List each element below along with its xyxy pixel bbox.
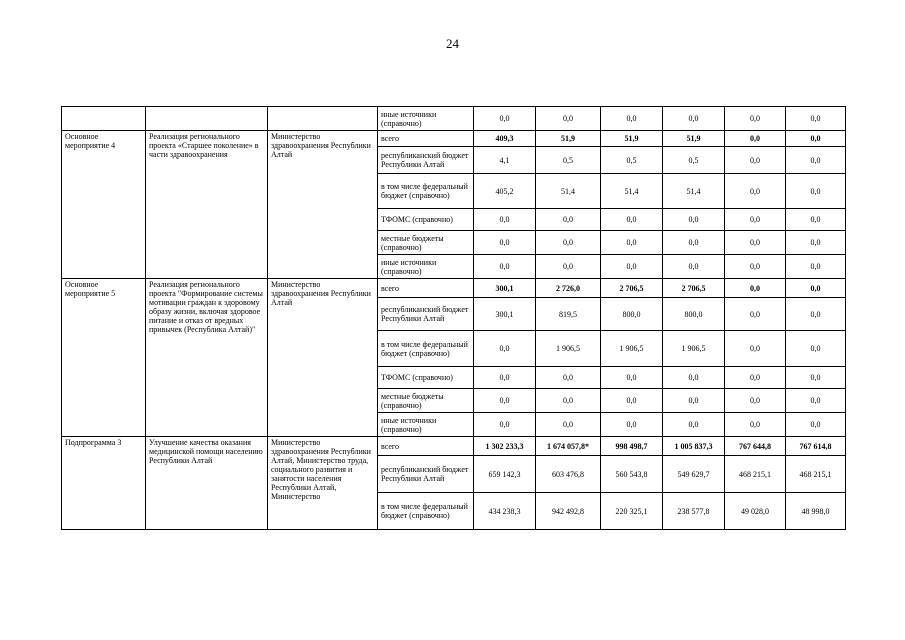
value-cell: 0,0 (786, 298, 846, 331)
value-cell: 0,0 (536, 367, 601, 389)
value-cell: 0,0 (786, 209, 846, 231)
value-cell: 0,0 (725, 231, 786, 255)
value-cell: 800,0 (601, 298, 663, 331)
value-cell: 0,0 (725, 107, 786, 131)
value-cell: 0,0 (536, 107, 601, 131)
value-cell: 0,0 (536, 255, 601, 279)
value-cell: 0,0 (474, 107, 536, 131)
value-cell: 405,2 (474, 174, 536, 209)
value-cell: 560 543,8 (601, 456, 663, 493)
row-name-cell: Реализация регионального проекта "Формирование системы мотивации граждан к здоровому образу жизни, включая здоровое питание и отказ от вредных привычек (Республика Алтай)" (146, 279, 268, 437)
value-cell: 0,0 (725, 209, 786, 231)
value-cell: 0,0 (663, 231, 725, 255)
page-number: 24 (446, 36, 459, 51)
value-cell: 2 706,5 (601, 279, 663, 298)
value-cell: 0,0 (786, 331, 846, 367)
value-cell: 0,0 (725, 298, 786, 331)
value-cell: 0,0 (601, 367, 663, 389)
table-row (62, 107, 846, 131)
value-cell: 0,0 (474, 209, 536, 231)
value-cell: 0,0 (786, 231, 846, 255)
value-cell: 51,4 (663, 174, 725, 209)
funding-source-cell: в том числе федеральный бюджет (справочно) (378, 493, 474, 530)
value-cell: 0,0 (725, 389, 786, 413)
value-cell: 0,0 (725, 279, 786, 298)
funding-source-cell: в том числе федеральный бюджет (справочно) (378, 331, 474, 367)
value-cell: 0,0 (601, 231, 663, 255)
value-cell: 0,0 (474, 389, 536, 413)
value-cell: 0,0 (725, 413, 786, 437)
value-cell: 0,0 (601, 209, 663, 231)
value-cell: 0,0 (725, 174, 786, 209)
funding-source-cell: всего (378, 437, 474, 456)
funding-source-cell: всего (378, 131, 474, 147)
funding-source-cell: иные источники (справочно) (378, 413, 474, 437)
value-cell: 0,5 (663, 147, 725, 174)
value-cell: 819,5 (536, 298, 601, 331)
value-cell: 549 629,7 (663, 456, 725, 493)
value-cell: 300,1 (474, 279, 536, 298)
value-cell: 409,3 (474, 131, 536, 147)
value-cell: 51,9 (536, 131, 601, 147)
row-name-cell: Реализация регионального проекта «Старшее поколение» в части здравоохранения (146, 131, 268, 279)
value-cell: 51,4 (601, 174, 663, 209)
value-cell: 0,0 (474, 331, 536, 367)
value-cell: 0,0 (786, 131, 846, 147)
value-cell: 0,0 (536, 413, 601, 437)
funding-source-cell: в том числе федеральный бюджет (справочно) (378, 174, 474, 209)
value-cell: 0,0 (536, 389, 601, 413)
value-cell: 1 005 837,3 (663, 437, 725, 456)
value-cell: 0,0 (601, 413, 663, 437)
budget-table (61, 106, 846, 530)
value-cell: 0,0 (786, 107, 846, 131)
value-cell: 0,0 (786, 147, 846, 174)
value-cell: 0,5 (601, 147, 663, 174)
value-cell: 0,0 (474, 231, 536, 255)
value-cell: 0,0 (663, 413, 725, 437)
value-cell: 0,0 (786, 255, 846, 279)
value-cell: 51,9 (663, 131, 725, 147)
value-cell: 0,0 (786, 389, 846, 413)
value-cell: 0,0 (663, 107, 725, 131)
funding-source-cell: ТФОМС (справочно) (378, 209, 474, 231)
value-cell: 0,0 (725, 147, 786, 174)
value-cell: 0,0 (601, 255, 663, 279)
funding-source-cell: ТФОМС (справочно) (378, 367, 474, 389)
value-cell: 0,5 (536, 147, 601, 174)
funding-source-cell: республиканский бюджет Республики Алтай (378, 147, 474, 174)
value-cell: 0,0 (663, 367, 725, 389)
value-cell: 0,0 (786, 279, 846, 298)
value-cell: 800,0 (663, 298, 725, 331)
value-cell: 0,0 (725, 367, 786, 389)
row-executor-cell: Министерство здравоохранения Республики Алтай (268, 131, 378, 279)
value-cell: 51,4 (536, 174, 601, 209)
funding-source-cell: иные источники (справочно) (378, 255, 474, 279)
value-cell: 0,0 (786, 367, 846, 389)
table-row (62, 279, 846, 298)
value-cell: 0,0 (474, 413, 536, 437)
value-cell: 659 142,3 (474, 456, 536, 493)
row-code-cell: Основное мероприятие 5 (62, 279, 146, 437)
value-cell: 2 726,0 (536, 279, 601, 298)
value-cell: 0,0 (725, 131, 786, 147)
value-cell: 0,0 (663, 255, 725, 279)
funding-source-cell: республиканский бюджет Республики Алтай (378, 456, 474, 493)
value-cell: 0,0 (474, 367, 536, 389)
funding-source-cell: местные бюджеты (справочно) (378, 231, 474, 255)
value-cell: 49 028,0 (725, 493, 786, 530)
value-cell: 0,0 (536, 231, 601, 255)
row-name-cell (146, 107, 268, 131)
value-cell: 0,0 (536, 209, 601, 231)
table-row (62, 131, 846, 147)
value-cell: 0,0 (474, 255, 536, 279)
value-cell: 1 906,5 (663, 331, 725, 367)
value-cell: 767 644,8 (725, 437, 786, 456)
value-cell: 0,0 (663, 389, 725, 413)
value-cell: 48 998,0 (786, 493, 846, 530)
value-cell: 238 577,8 (663, 493, 725, 530)
value-cell: 1 906,5 (536, 331, 601, 367)
funding-source-cell: местные бюджеты (справочно) (378, 389, 474, 413)
value-cell: 4,1 (474, 147, 536, 174)
value-cell: 2 706,5 (663, 279, 725, 298)
value-cell: 1 906,5 (601, 331, 663, 367)
funding-source-cell: республиканский бюджет Республики Алтай (378, 298, 474, 331)
value-cell: 0,0 (725, 331, 786, 367)
row-name-cell: Улучшение качества оказания медицинской помощи населению Республики Алтай (146, 437, 268, 530)
funding-source-cell: всего (378, 279, 474, 298)
row-executor-cell: Министерство здравоохранения Республики Алтай, Министерство труда, социального развития и занятости населения Республики Алтай, Министерство (268, 437, 378, 530)
value-cell: 468 215,1 (725, 456, 786, 493)
value-cell: 300,1 (474, 298, 536, 331)
funding-source-cell: иные источники (справочно) (378, 107, 474, 131)
value-cell: 942 492,8 (536, 493, 601, 530)
value-cell: 767 614,8 (786, 437, 846, 456)
value-cell: 0,0 (786, 174, 846, 209)
row-code-cell: Основное мероприятие 4 (62, 131, 146, 279)
value-cell: 0,0 (663, 209, 725, 231)
value-cell: 0,0 (725, 255, 786, 279)
row-code-cell (62, 107, 146, 131)
value-cell: 51,9 (601, 131, 663, 147)
value-cell: 1 302 233,3 (474, 437, 536, 456)
row-code-cell: Подпрограмма 3 (62, 437, 146, 530)
value-cell: 434 238,3 (474, 493, 536, 530)
row-executor-cell: Министерство здравоохранения Республики Алтай (268, 279, 378, 437)
row-executor-cell (268, 107, 378, 131)
value-cell: 603 476,8 (536, 456, 601, 493)
value-cell: 0,0 (601, 107, 663, 131)
value-cell: 468 215,1 (786, 456, 846, 493)
value-cell: 998 498,7 (601, 437, 663, 456)
value-cell: 0,0 (786, 413, 846, 437)
value-cell: 220 325,1 (601, 493, 663, 530)
value-cell: 1 674 057,8* (536, 437, 601, 456)
value-cell: 0,0 (601, 389, 663, 413)
table-row (62, 437, 846, 456)
